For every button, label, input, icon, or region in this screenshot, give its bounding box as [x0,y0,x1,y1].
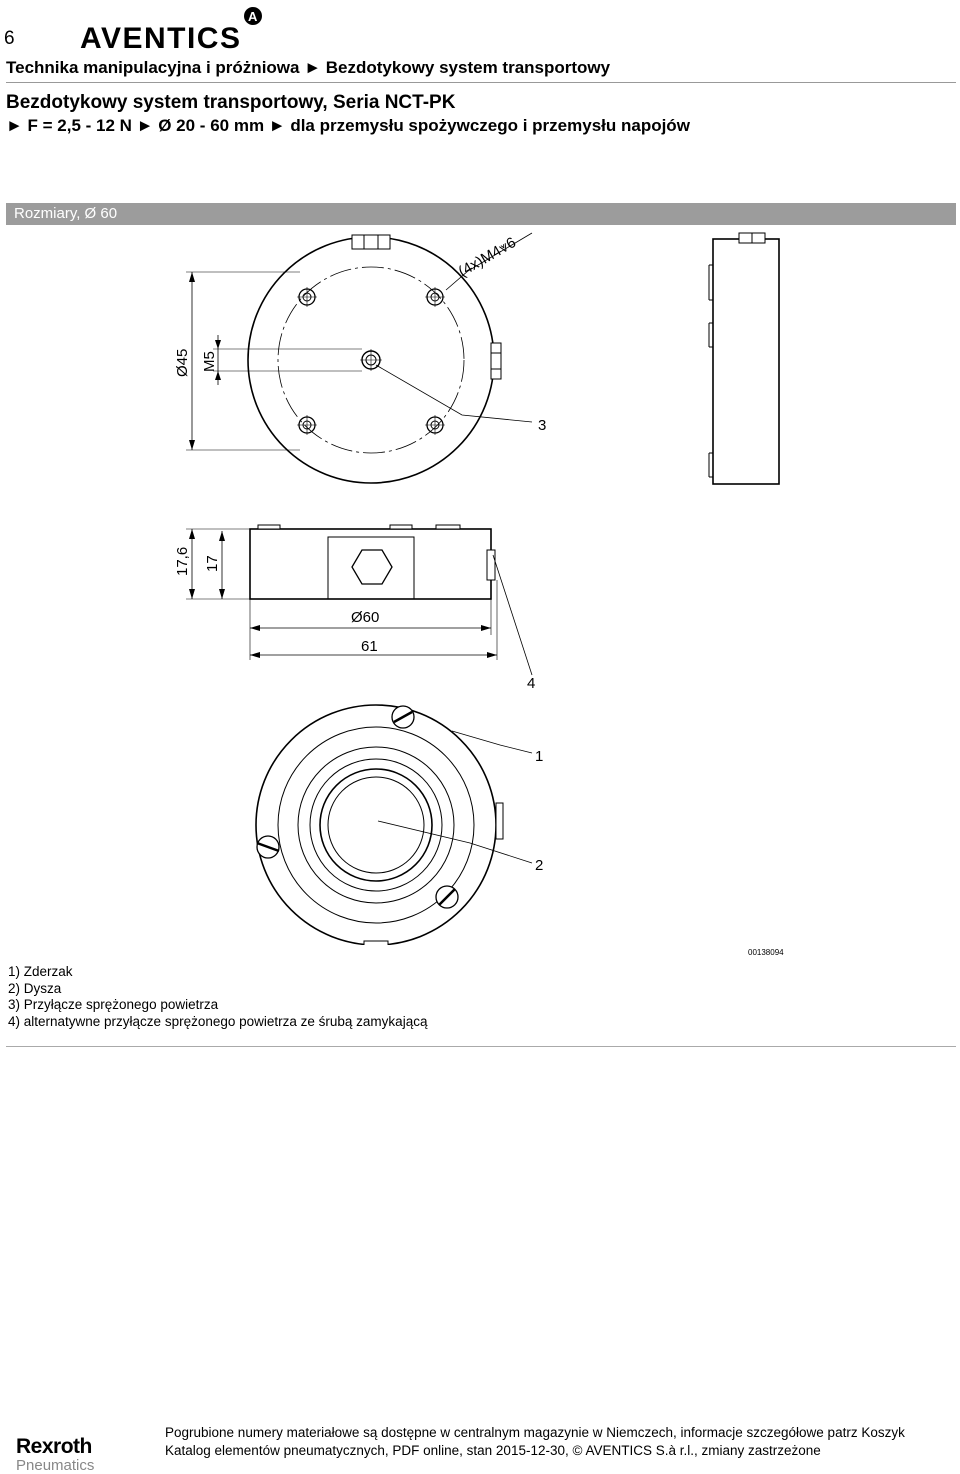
brand-name: Rexroth [16,1435,92,1458]
section-title: Rozmiary, Ø 60 [14,205,118,222]
side-view [709,233,779,484]
front-view [186,525,532,675]
content-divider [6,1046,956,1047]
bottom-view [256,705,532,945]
page-subtitle: ► F = 2,5 - 12 N ► Ø 20 - 60 mm ► dla przemysłu spożywczego i przemysłu napojów [6,116,690,135]
legend [8,964,427,1030]
callout-2: 2 [535,857,544,874]
screw-icon [257,836,279,858]
legend-item: 1) Zderzak [8,964,73,979]
mounting-hole [425,287,445,307]
mounting-hole [425,415,445,435]
legend-item: 3) Przyłącze sprężonego powietrza [8,997,219,1012]
footer-line-2: Katalog elementów pneumatycznych, PDF online, stan 2015-12-30, © AVENTICS S.à r.l., zmiany zastrzeżone [165,1443,821,1458]
technical-drawing [0,225,960,945]
dim-thread: (4x)M4⩔6 [455,233,519,281]
svg-text:A: A [248,9,258,24]
footer-notes [165,1424,905,1460]
screw-icon [436,886,458,908]
callout-3: 3 [538,417,547,434]
section-header [6,203,956,225]
dim-m5: M5 [201,351,218,372]
logo-text: AVENTICS [80,22,242,52]
callout-1: 1 [535,748,544,765]
mounting-hole [297,287,317,307]
page-title: Bezdotykowy system transportowy, Seria NCT-PK [6,92,456,113]
legend-item: 4) alternatywne przyłącze sprężonego powietrza ze śrubą zamykającą [8,1013,428,1029]
page-number: 6 [4,28,15,49]
dim-height-17-6: 17,6 [174,546,191,576]
dim-diameter-45: Ø45 [174,348,191,377]
aventics-logo [80,4,270,52]
drawing-id: 00138094 [748,948,784,957]
header-divider [6,82,956,83]
dim-height-17: 17 [204,555,221,572]
rexroth-logo [16,1436,94,1474]
legend-item: 2) Dysza [8,980,62,996]
breadcrumb: Technika manipulacyjna i próżniowa ► Bezdotykowy system transportowy [6,58,611,77]
screw-icon [392,706,414,728]
dim-diameter-60: Ø60 [351,609,380,626]
footer-line-1: Pogrubione numery materiałowe są dostępne w centralnym magazynie w Niemczech, informacje szczegółowe patrz Koszyk [165,1425,905,1440]
mounting-hole [297,415,317,435]
callout-4: 4 [527,675,536,692]
dim-width-61: 61 [361,638,378,655]
brand-subtitle: Pneumatics [16,1457,95,1474]
